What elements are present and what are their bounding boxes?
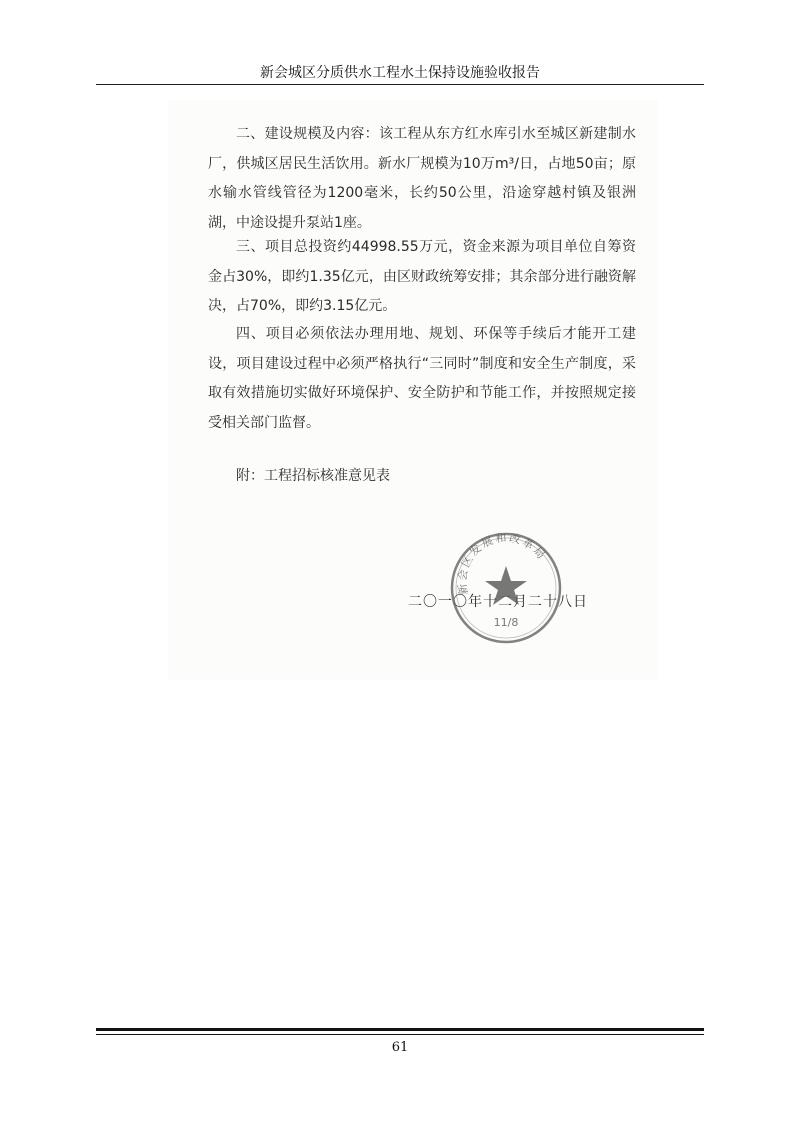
- svg-text:新会区发展和改革局: 新会区发展和改革局: [455, 531, 549, 596]
- official-seal-icon: [448, 530, 564, 646]
- footer-rule-thick: [96, 1028, 704, 1031]
- page-number: 61: [391, 1040, 409, 1055]
- paragraph-requirements: [208, 320, 636, 438]
- header-rule: [96, 84, 704, 85]
- svg-text:11/8: 11/8: [493, 616, 519, 629]
- page-header-title: 新会城区分质供水工程水土保持设施验收报告: [260, 65, 540, 81]
- footer-rule-thin: [96, 1034, 704, 1035]
- paragraph-construction-scale-text: 二、建设规模及内容：该工程从东方红水库引水至城区新建制水厂，供城区居民生活饮用。新水厂规模为10万m³/日，占地50亩；原水输水管线管径为1200毫米，长约50公里，沿途穿越村镇及银洲湖，中途设提升泵站1座。: [208, 126, 636, 231]
- paragraph-requirements-text: 四、项目必须依法办理用地、规划、环保等手续后才能开工建设，项目建设过程中必须严格执行“三同时”制度和安全生产制度，采取有效措施切实做好环境保护、安全防护和节能工作，并按照规定接受相关部门监督。: [208, 326, 636, 431]
- paragraph-investment: [208, 233, 636, 322]
- paragraph-construction-scale: [208, 120, 636, 238]
- attachment-note: 附：工程招标核准意见表: [236, 468, 390, 484]
- paragraph-investment-text: 三、项目总投资约44998.55万元，资金来源为项目单位自筹资金占30%，即约1.35亿元，由区财政统筹安排；其余部分进行融资解决，占70%，即约3.15亿元。: [208, 239, 636, 314]
- issue-date: 二〇一〇年十二月二十八日: [408, 594, 588, 610]
